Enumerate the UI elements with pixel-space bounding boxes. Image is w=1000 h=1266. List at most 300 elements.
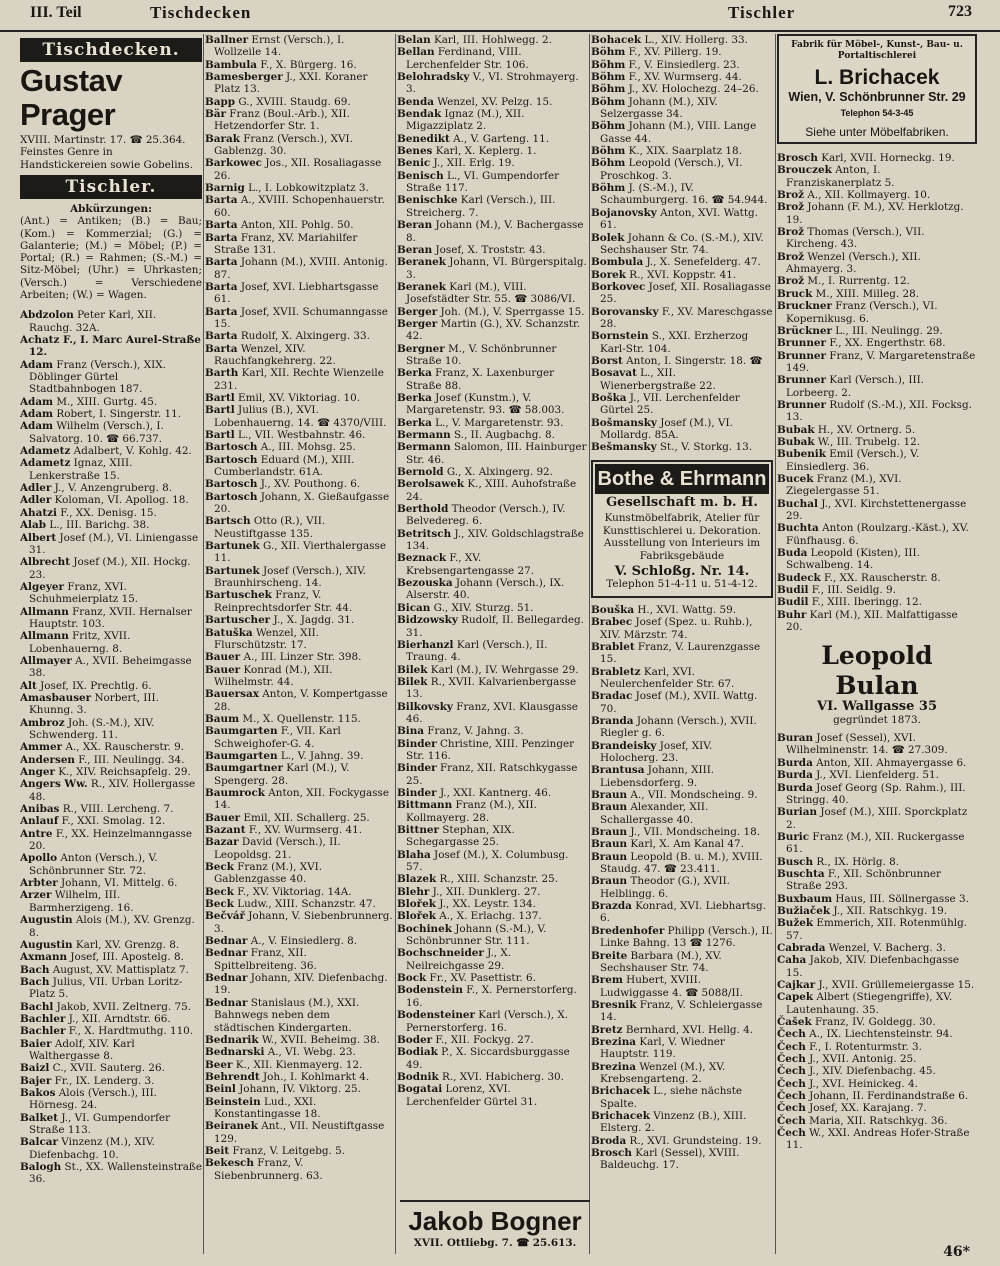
directory-entry — [205, 71, 393, 96]
entry-name: Brabec — [591, 616, 633, 629]
entry-name: Brem — [591, 974, 623, 987]
entry-name: Berka — [397, 416, 432, 429]
bothe-ad-title: Bothe & Ehrmann — [595, 464, 769, 494]
entry-name: Barta — [205, 256, 238, 269]
entry-name: Binder — [397, 737, 437, 750]
entry-details: Otto (R.), VII. Neustiftgasse 135. — [214, 515, 326, 540]
directory-entry — [777, 350, 977, 375]
entry-details: F., III. Neulingg. 34. — [74, 753, 185, 766]
entry-name: Achatz F., I. Marc Aurel-Straße 12. — [20, 334, 201, 359]
entry-name: Brezina — [591, 1035, 637, 1048]
entry-name: Berka — [397, 391, 432, 404]
entry-details: Franz, V. Leitgebg. 5. — [229, 1144, 346, 1157]
entry-name: Bogatai — [397, 1083, 443, 1096]
entry-details: L., III. Barichg. 38. — [46, 519, 150, 532]
entry-details: Anton, XVI. Wattg. 61. — [600, 206, 758, 232]
entry-details: W., XVII. Beheimg. 38. — [258, 1033, 380, 1046]
entry-details: J., XII. Dunklerg. 27. — [429, 885, 541, 898]
directory-entry — [591, 256, 773, 268]
entry-name: Bachler — [20, 1012, 66, 1025]
entry-name: Buda — [777, 547, 808, 560]
directory-entry — [397, 306, 587, 318]
entry-details: Julius, VII. Urban Loritz-Platz 5. — [29, 975, 183, 1001]
directory-entry — [777, 275, 977, 287]
directory-entry — [591, 207, 773, 232]
directory-entry — [397, 194, 587, 219]
entry-details: Leopold (Kisten), III. Schwalbeng. 14. — [786, 547, 920, 572]
directory-entry — [397, 256, 587, 281]
directory-entry — [20, 655, 202, 680]
entry-details: A., XVIII. Schopenhauerstr. 60. — [214, 194, 385, 219]
directory-entry — [777, 522, 977, 547]
directory-entry — [205, 343, 393, 368]
entry-name: Blazek — [397, 873, 437, 886]
entry-name: Burda — [777, 769, 813, 782]
entry-name: Bredenhofer — [591, 924, 665, 937]
directory-entry — [591, 1135, 773, 1147]
directory-entry — [397, 34, 587, 46]
entry-name: Bock — [397, 972, 427, 985]
directory-entry — [397, 910, 587, 922]
entry-name: Beinl — [205, 1083, 236, 1096]
entry-name: Barta — [205, 330, 238, 343]
entry-details: Theodor (Versch.), IV. Belvedereg. 6. — [406, 503, 566, 528]
directory-entry — [20, 766, 202, 778]
directory-entry — [777, 226, 977, 251]
entry-details: Thomas (Versch.), VII. Kircheng. 43. — [786, 226, 925, 251]
entry-name: Braun — [591, 801, 628, 814]
entry-name: Braun — [591, 789, 628, 802]
entry-details: A., X. Erlachg. 137. — [435, 910, 542, 923]
entry-details: Johann (S.-M.), V. Schönbrunner Str. 111. — [406, 922, 547, 948]
entry-details: Anton, XII. Pohlg. 50. — [237, 219, 354, 232]
directory-entry — [591, 974, 773, 999]
entry-details: A., V. Einsiedlerg. 8. — [247, 935, 358, 948]
entry-name: Amasbauser — [20, 691, 92, 704]
directory-entry — [591, 616, 773, 641]
entry-name: Bartosch — [205, 453, 258, 466]
entry-name: Belan — [397, 34, 431, 46]
entry-name: Angers Ww. — [20, 778, 88, 791]
directory-entry — [397, 133, 587, 145]
bothe-ad-subtitle: Gesellschaft m. b. H. — [606, 494, 758, 510]
directory-entry — [20, 914, 202, 939]
entry-details: J., XXI. Kantnerg. 46. — [436, 786, 552, 799]
entry-name: Bartosch — [205, 490, 258, 503]
entry-name: Brouczek — [777, 164, 832, 177]
entry-details: Ignaz, XIII. Lenkerstraße 15. — [29, 457, 133, 482]
entry-details: Karl, XV. Grenzg. 8. — [72, 938, 180, 951]
directory-entry — [777, 856, 977, 868]
entry-name: Brunner — [777, 349, 827, 362]
entry-name: Belohradsky — [397, 71, 470, 84]
entry-details: Vinzenz (M.), XIV. Diefenbachg. 10. — [29, 1136, 155, 1161]
entry-details: J., X. Neilreichgasse 29. — [406, 947, 512, 972]
directory-entry — [20, 889, 202, 914]
entry-name: Bierhanzl — [397, 638, 454, 651]
entry-name: Bachler — [20, 1025, 66, 1038]
directory-entry — [205, 627, 393, 652]
directory-entry — [591, 1061, 773, 1086]
entry-details: Josef, XX. Karajang. 7. — [805, 1102, 927, 1115]
directory-entry — [777, 288, 977, 300]
directory-entry — [591, 306, 773, 331]
directory-entry — [205, 762, 393, 787]
entry-name: Brosch — [777, 152, 818, 165]
entry-name: Allmann — [20, 630, 69, 643]
entry-list — [20, 309, 202, 1185]
entry-name: Čech — [777, 1040, 806, 1053]
directory-entry — [20, 1001, 202, 1013]
entry-name: Beiranek — [205, 1120, 258, 1133]
entry-name: Baumgarten — [205, 725, 278, 738]
directory-entry — [397, 614, 587, 639]
brichacek-ad-name: L. Brichacek — [814, 66, 940, 89]
entry-name: Breite — [591, 949, 628, 962]
entry-details: St., XX. Wallensteinstraße 36. — [29, 1161, 202, 1186]
entry-list — [397, 34, 587, 1108]
entry-details: Karl, X. Keplerg. 1. — [432, 145, 537, 158]
directory-entry — [205, 454, 393, 479]
directory-entry — [777, 498, 977, 523]
directory-entry — [205, 1083, 393, 1095]
directory-entry — [591, 666, 773, 691]
directory-entry — [591, 441, 773, 453]
directory-entry — [397, 552, 587, 577]
entry-name: Böhm — [591, 120, 626, 133]
directory-entry — [20, 778, 202, 803]
directory-entry — [397, 96, 587, 108]
directory-entry — [591, 641, 773, 666]
entry-details: R., XVII. Kalvarienbergasse 13. — [406, 675, 577, 701]
entry-name: Brantusa — [591, 764, 645, 777]
directory-entry — [20, 309, 202, 334]
entry-name: Buric — [777, 830, 810, 843]
entry-details: Franz, V. Margaretenstraße 149. — [786, 349, 976, 374]
directory-entry — [591, 838, 773, 850]
entry-details: M., I. Rurrentg. 12. — [804, 275, 910, 288]
directory-entry — [205, 713, 393, 725]
entry-details: R., IX. Hörlg. 8. — [813, 855, 899, 868]
entry-details: Rudolf (S.-M.), XII. Focksg. 13. — [786, 398, 972, 424]
entry-details: F., I. Rotenturmstr. 3. — [805, 1040, 922, 1053]
entry-name: Barta — [205, 231, 238, 244]
entry-details: Stephan, XIX. Schegargasse 25. — [406, 824, 515, 849]
entry-name: Beranek — [397, 280, 446, 293]
directory-entry — [397, 1083, 587, 1108]
directory-entry — [777, 917, 977, 942]
entry-details: Jakob, XIV. Diefenbachgasse 15. — [786, 954, 960, 979]
entry-details: K., XIV. Reichsapfelg. 29. — [54, 766, 191, 779]
entry-details: Josef, XVII. Schumanngasse 15. — [214, 305, 388, 330]
bogner-ad-name: Jakob Bogner — [408, 1206, 582, 1236]
part-label: III. Teil — [30, 4, 82, 21]
entry-details: Joh., I. Kohlmarkt 4. — [259, 1070, 370, 1083]
directory-entry — [591, 120, 773, 145]
entry-name: Brož — [777, 201, 805, 214]
entry-name: Bican — [397, 601, 431, 614]
entry-name: Bednar — [205, 947, 248, 960]
entry-name: Čech — [777, 1053, 806, 1066]
directory-entry — [777, 782, 977, 807]
directory-entry — [205, 750, 393, 762]
entry-name: Böhm — [591, 182, 626, 195]
entry-name: Adler — [20, 494, 52, 507]
directory-entry — [777, 979, 977, 991]
directory-entry — [397, 441, 587, 466]
directory-entry — [591, 1147, 773, 1172]
entry-details: R., XIII. Schanzstr. 25. — [436, 873, 558, 886]
entry-name: Barta — [205, 280, 238, 293]
entry-details: G., XII. Vierthalergasse 11. — [214, 540, 386, 565]
directory-entry — [205, 34, 393, 59]
entry-name: Bužek — [777, 917, 814, 930]
directory-entry — [205, 219, 393, 231]
entry-name: Bittmann — [397, 799, 453, 812]
directory-entry — [205, 664, 393, 689]
entry-name: Cajkar — [777, 979, 816, 991]
entry-name: Bartl — [205, 391, 235, 404]
directory-entry — [591, 604, 773, 616]
entry-name: Bolek — [591, 231, 625, 244]
entry-name: Bazant — [205, 824, 246, 836]
directory-entry — [591, 851, 773, 876]
bothe-ad-address: V. Schloßg. Nr. 14. — [614, 564, 750, 580]
bogner-ad-address: XVII. Ottliebg. 7. ☎ 25.613. — [413, 1237, 577, 1249]
directory-entry — [205, 194, 393, 219]
directory-entry — [205, 540, 393, 565]
entry-details: Anton, I. Singerstr. 18. ☎ — [622, 354, 763, 367]
entry-details: Franz, V. Schleiergasse 14. — [600, 998, 763, 1024]
directory-entry — [397, 972, 587, 984]
directory-entry — [777, 572, 977, 584]
entry-details: Franz, V. Reinprechtsdorfer Str. 44. — [214, 589, 353, 614]
entry-name: Brandeisky — [591, 739, 657, 752]
entry-details: F., III. Seidlg. 9. — [808, 584, 896, 597]
entry-details: Johann, XIV. Diefenbachg. 19. — [214, 972, 388, 997]
directory-entry — [591, 715, 773, 740]
directory-entry — [397, 478, 587, 503]
entry-details: L., I. Lobkowitzplatz 3. — [244, 182, 369, 195]
entry-details: Josef (M.), XII. Hockg. 23. — [29, 556, 191, 581]
entry-details: Johann (Versch.), XVII. Riegler g. 6. — [600, 714, 757, 740]
entry-details: F., XV. Viktoriag. 14A. — [233, 885, 352, 898]
directory-entry — [205, 688, 393, 713]
entry-name: Bach — [20, 975, 50, 988]
directory-entry — [777, 251, 977, 276]
directory-entry — [777, 424, 977, 436]
directory-entry — [777, 1065, 977, 1077]
entry-name: Bodiak — [397, 1046, 438, 1059]
entry-name: Brunner — [777, 337, 827, 350]
directory-entry — [205, 96, 393, 108]
entry-name: Bartuschek — [205, 589, 272, 602]
entry-details: V., VI. Strohmayerg. 3. — [406, 71, 579, 96]
entry-details: Josef, XVI. Liebhartsgasse 61. — [214, 280, 379, 306]
entry-details: L., V. Jahng. 39. — [277, 749, 364, 762]
directory-entry — [397, 219, 587, 244]
entry-name: Brazda — [591, 900, 632, 913]
directory-entry — [205, 1046, 393, 1058]
entry-name: Bornstein — [591, 330, 649, 343]
entry-details: J., XVI. Heinickeg. 4. — [805, 1077, 918, 1090]
entry-details: S., II. Augbachg. 8. — [450, 429, 555, 441]
entry-details: F., XII. Fockyg. 27. — [432, 1033, 534, 1046]
directory-entry — [397, 602, 587, 614]
entry-name: Batuška — [205, 626, 253, 639]
entry-name: Budil — [777, 596, 809, 609]
entry-details: W., III. Trubelg. 12. — [814, 435, 921, 448]
entry-details: Ferdinand, VIII. Lerchenfelder Str. 106. — [406, 46, 529, 71]
directory-entry — [591, 826, 773, 838]
entry-name: Ammer — [20, 741, 63, 754]
directory-entry — [397, 1009, 587, 1034]
entry-details: A., III. Mohsg. 25. — [257, 441, 356, 454]
entry-details: Johann, VI. Bürgerspitalg. 3. — [406, 256, 587, 281]
entry-name: Baumrock — [205, 786, 265, 799]
directory-entry — [205, 1071, 393, 1083]
directory-entry — [397, 824, 587, 849]
directory-entry — [20, 606, 202, 631]
entry-name: Beznack — [397, 552, 447, 565]
directory-entry — [591, 900, 773, 925]
directory-entry — [397, 417, 587, 429]
entry-details: J., XIV. Goldschlagstraße 134. — [406, 527, 584, 553]
entry-details: J., XVI. Lienfelderg. 51. — [812, 769, 939, 782]
entry-details: F., XX. Heinzelmanngasse 20. — [29, 827, 192, 853]
entry-details: S., XXI. Erzherzog Karl-Str. 104. — [600, 330, 749, 355]
directory-entry — [397, 676, 587, 701]
entry-name: Bednarik — [205, 1033, 259, 1046]
entry-name: Benes — [397, 145, 433, 158]
entry-name: Braun — [591, 826, 628, 839]
brichacek-ad-telephone: Telephon 54-3-45 — [840, 108, 914, 119]
entry-name: Alt — [20, 679, 37, 692]
entry-name: Axmann — [20, 951, 68, 964]
entry-name: Barnig — [205, 182, 245, 195]
entry-name: Benedikt — [397, 132, 450, 145]
entry-details: August, XV. Mattisplatz 7. — [49, 963, 189, 976]
entry-details: J., X. Jagdg. 31. — [270, 614, 355, 627]
entry-name: Bekesch — [205, 1157, 254, 1170]
entry-details: Ant., VII. Neustiftgasse 129. — [214, 1120, 385, 1145]
column-rule — [589, 34, 590, 1254]
entry-name: Bruck — [777, 287, 813, 300]
entry-name: Bakos — [20, 1086, 56, 1099]
directory-entry — [20, 717, 202, 742]
entry-details: K., XII. Kienmayerg. 12. — [232, 1058, 363, 1071]
entry-details: Wenzel (Versch.), XII. Ahmayerg. 3. — [786, 250, 921, 276]
entry-name: Bednarski — [205, 1046, 265, 1059]
entry-details: J., V. Anzengruberg. 8. — [51, 482, 172, 495]
entry-details: Adolf, XIV. Karl Walthergasse 8. — [29, 1037, 135, 1062]
entry-name: Brož — [777, 189, 805, 202]
entry-details: Karl, XVII. Horneckg. 19. — [817, 152, 955, 165]
directory-entry — [205, 108, 393, 133]
entry-details: F., XV. Mareschgasse 28. — [600, 305, 773, 330]
entry-details: Franz (M.), XVI. Ziegelergasse 51. — [786, 472, 902, 498]
directory-entry — [397, 725, 587, 737]
directory-entry — [20, 1112, 202, 1137]
column-3 — [397, 34, 587, 1196]
entry-details: F., XX. Denisg. 15. — [57, 506, 157, 519]
directory-entry — [591, 269, 773, 281]
entry-details: L., siehe nächste Spalte. — [600, 1085, 743, 1110]
entry-details: Ignaz (M.), XII. Migazziplatz 2. — [406, 108, 525, 133]
entry-details: Vinzenz (B.), XIII. Elsterg. 2. — [600, 1109, 747, 1135]
entry-name: Bendak — [397, 108, 442, 121]
directory-entry — [397, 71, 587, 96]
directory-entry — [777, 596, 977, 608]
directory-entry — [397, 392, 587, 417]
directory-entry — [20, 359, 202, 396]
entry-details: Wenzel, V. Bacherg. 3. — [825, 941, 946, 954]
entry-details: Barbara (M.), XV. Sechshauser Str. 74. — [600, 949, 722, 974]
directory-entry — [591, 34, 773, 46]
entry-details: F., V. Einsiedlerg. 23. — [625, 58, 740, 71]
entry-name: Bambula — [205, 58, 258, 71]
directory-entry — [397, 244, 587, 256]
banner-tischler: Tischler. — [20, 175, 202, 199]
entry-details: Josef (Spez. u. Ruhb.), XIV. Märzstr. 74. — [600, 616, 753, 641]
entry-details: J., XV. Holochezg. 24–26. — [625, 83, 759, 96]
entry-name: Adametz — [20, 457, 71, 470]
entry-name: Buschta — [777, 867, 825, 880]
entry-name: Brückner — [777, 324, 832, 337]
directory-entry — [591, 96, 773, 121]
column-rule — [395, 34, 396, 1254]
entry-name: Bartosch — [205, 478, 258, 491]
bogner-ad — [400, 1200, 590, 1249]
directory-entry — [205, 947, 393, 972]
entry-name: Bombula — [591, 256, 644, 269]
entry-details: Franz (M.), XVI. Gablenzgasse 40. — [214, 861, 323, 886]
entry-name: Böhm — [591, 58, 626, 71]
entry-name: Brezina — [591, 1060, 637, 1073]
entry-details: Johann, II. Ferdinandstraße 6. — [805, 1090, 969, 1103]
entry-details: J., XV. Pouthong. 6. — [257, 478, 361, 491]
entry-name: Bartosch — [205, 441, 258, 454]
directory-entry — [397, 849, 587, 874]
entry-details: Johann, XIII. Liebensdorferg. 9. — [600, 764, 715, 789]
entry-details: Konrad (M.), XII. Wilhelmstr. 44. — [214, 663, 333, 688]
entry-details: A., VI. Webg. 23. — [264, 1046, 356, 1059]
entry-name: Bellan — [397, 46, 435, 59]
entry-details: M., X. Quellenstr. 115. — [239, 712, 361, 725]
directory-entry — [20, 581, 202, 606]
entry-details: J., VII. Mondscheing. 18. — [627, 826, 761, 839]
directory-entry — [20, 494, 202, 506]
entry-details: Franz (Versch.), XIX. Döblinger Gürtel Stadtbahnbogen 187. — [29, 358, 166, 396]
entry-details: G., XIV. Sturzg. 51. — [430, 601, 534, 614]
directory-entry — [20, 680, 202, 692]
directory-entry — [397, 799, 587, 824]
entry-name: Čech — [777, 1090, 806, 1103]
entry-name: Bauer — [205, 811, 241, 824]
directory-entry — [205, 836, 393, 861]
entry-details: P., X. Siccardsburggasse 49. — [406, 1046, 570, 1071]
entry-name: Beer — [205, 1058, 233, 1071]
entry-name: Bucek — [777, 472, 814, 485]
entry-name: Albrecht — [20, 556, 71, 569]
directory-entry — [397, 984, 587, 1009]
entry-name: Binder — [397, 762, 437, 775]
entry-details: A., VII. Mondscheing. 9. — [627, 789, 758, 802]
entry-details: Karl (M.), V. Spengerg. 28. — [214, 762, 350, 787]
entry-name: Adam — [20, 420, 54, 433]
entry-name: Bartunek — [205, 564, 260, 577]
entry-details: Wenzel, XII. Flurschützstr. 17. — [214, 626, 320, 651]
